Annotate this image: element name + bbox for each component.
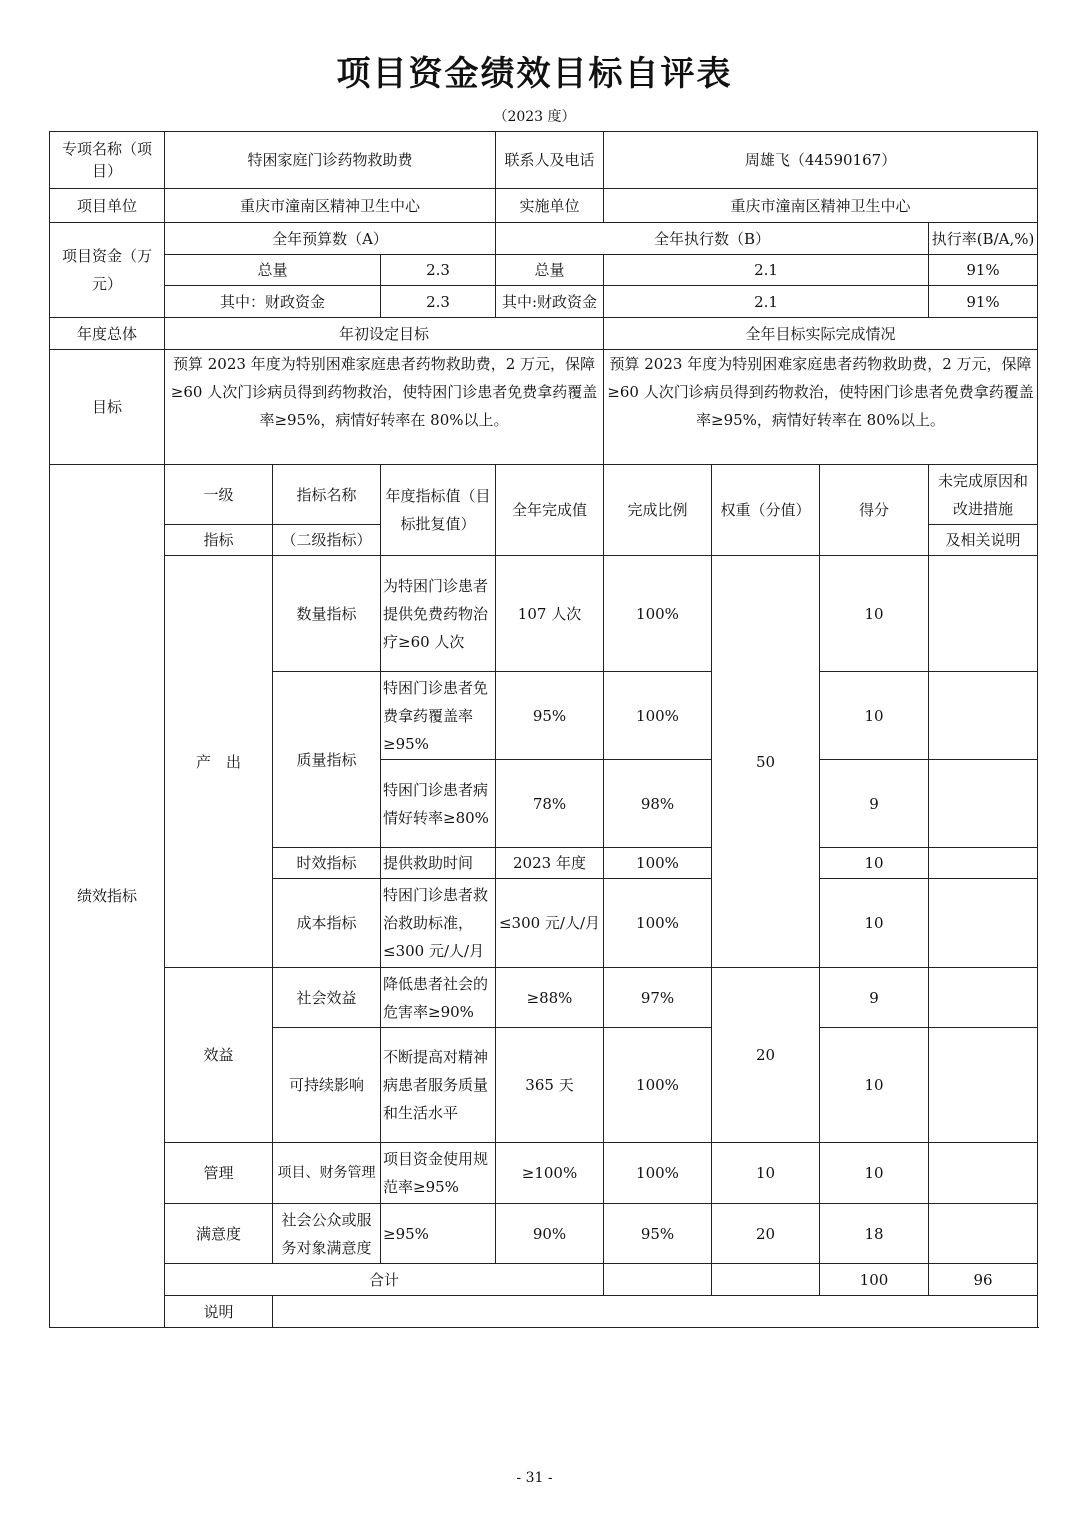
category-manage: 管理 [165,1143,273,1204]
indicator-reason [929,672,1038,760]
indicator-ratio: 100% [604,879,712,968]
label-funds: 项目资金（万元） [50,223,165,318]
self-evaluation-table [49,131,1038,1328]
indicator-name: 社会公众或服务对象满意度 [273,1204,381,1264]
label-total: 总量 [165,255,381,286]
indicator-ratio: 98% [604,760,712,848]
header-reason-b: 及相关说明 [929,525,1038,556]
indicator-target: 为特困门诊患者提供免费药物治疗≥60 人次 [381,556,496,672]
category-satisfaction: 满意度 [165,1204,273,1264]
indicator-done: 2023 年度 [496,848,604,879]
indicator-score: 10 [820,556,929,672]
indicator-done: 78% [496,760,604,848]
indicator-done: ≥100% [496,1143,604,1204]
label-annual-exec: 全年执行数（B） [496,223,929,255]
sum-done [604,1264,712,1296]
indicator-reason [929,1028,1038,1143]
header-done: 全年完成值 [496,465,604,556]
indicator-ratio: 95% [604,1204,712,1264]
header-reason-a: 未完成原因和改进措施 [929,465,1038,525]
contact-value: 周雄飞（44590167） [604,132,1038,189]
indicator-name: 质量指标 [273,672,381,848]
indicator-score: 10 [820,848,929,879]
label-contact: 联系人及电话 [496,132,604,189]
indicator-ratio: 100% [604,672,712,760]
indicator-target: 特困门诊患者免费拿药覆盖率≥95% [381,672,496,760]
indicator-name: 时效指标 [273,848,381,879]
indicator-done: 95% [496,672,604,760]
project-unit: 重庆市潼南区精神卫生中心 [165,189,496,223]
indicator-done: 90% [496,1204,604,1264]
total-budget: 2.3 [381,255,496,286]
indicator-done: ≤300 元/人/月 [496,879,604,968]
weight-benefit: 20 [712,968,820,1143]
indicator-score: 10 [820,879,929,968]
label-fiscal-exec: 其中:财政资金 [496,286,604,318]
sum-weight: 100 [820,1264,929,1296]
indicator-ratio: 100% [604,1028,712,1143]
report-year: （2023 度） [493,109,576,125]
indicator-score: 9 [820,968,929,1028]
impl-unit: 重庆市潼南区精神卫生中心 [604,189,1038,223]
indicator-ratio: 100% [604,556,712,672]
indicator-reason [929,879,1038,968]
label-impl-unit: 实施单位 [496,189,604,223]
indicator-reason [929,848,1038,879]
total-exec: 2.1 [604,255,929,286]
sum-ratio [712,1264,820,1296]
indicator-reason [929,760,1038,848]
label-total-exec: 总量 [496,255,604,286]
label-perf: 绩效指标 [50,465,165,1328]
label-annual-overall: 年度总体 [50,318,165,350]
indicator-score: 9 [820,760,929,848]
page-title: 项目资金绩效目标自评表 [336,54,733,94]
indicator-reason [929,968,1038,1028]
indicator-score: 10 [820,672,929,760]
fiscal-exec: 2.1 [604,286,929,318]
indicator-target: ≥95% [381,1204,496,1264]
indicator-score: 10 [820,1028,929,1143]
indicator-done: 365 天 [496,1028,604,1143]
indicator-target: 降低患者社会的危害率≥90% [381,968,496,1028]
indicator-ratio: 100% [604,848,712,879]
label-annual-budget: 全年预算数（A） [165,223,496,255]
total-rate: 91% [929,255,1038,286]
page-number: - 31 - [516,1470,553,1486]
label-note: 说明 [165,1296,273,1328]
indicator-name: 社会效益 [273,968,381,1028]
actual-goal-text: 预算 2023 年度为特别困难家庭患者药物救助费，2 万元，保障≥60 人次门诊病员得到药物救治，使特困门诊患者免费拿药覆盖率≥95%，病情好转率在 80%以上。 [604,350,1038,465]
sum-score: 96 [929,1264,1038,1296]
fiscal-rate: 91% [929,286,1038,318]
category-benefit: 效益 [165,968,273,1143]
indicator-ratio: 97% [604,968,712,1028]
header-level1b: 指标 [165,525,273,556]
label-initial-goal: 年初设定目标 [165,318,604,350]
header-score: 得分 [820,465,929,556]
indicator-reason [929,1143,1038,1204]
weight-manage: 10 [712,1143,820,1204]
indicator-reason [929,556,1038,672]
indicator-score: 10 [820,1143,929,1204]
indicator-target: 特困门诊患者病情好转率≥80% [381,760,496,848]
label-exec-rate: 执行率(B/A,%) [929,223,1038,255]
indicator-done: 107 人次 [496,556,604,672]
label-sum: 合计 [165,1264,604,1296]
header-name-b: （二级指标） [273,525,381,556]
header-name-a: 指标名称 [273,465,381,525]
category-output: 产 出 [165,556,273,968]
indicator-name: 项目、财务管理 [273,1143,381,1204]
label-actual: 全年目标实际完成情况 [604,318,1038,350]
header-weight: 权重（分值） [712,465,820,556]
label-fiscal: 其中：财政资金 [165,286,381,318]
weight-satisfaction: 20 [712,1204,820,1264]
indicator-target: 特困门诊患者救治救助标准，≤300 元/人/月 [381,879,496,968]
header-ratio: 完成比例 [604,465,712,556]
label-project-unit: 项目单位 [50,189,165,223]
weight-output: 50 [712,556,820,968]
header-level1a: 一级 [165,465,273,525]
indicator-reason [929,1204,1038,1264]
fiscal-budget: 2.3 [381,286,496,318]
indicator-target: 项目资金使用规范率≥95% [381,1143,496,1204]
project-name: 特困家庭门诊药物救助费 [165,132,496,189]
indicator-name: 成本指标 [273,879,381,968]
initial-goal-text: 预算 2023 年度为特别困难家庭患者药物救助费，2 万元，保障≥60 人次门诊病员得到药物救治，使特困门诊患者免费拿药覆盖率≥95%，病情好转率在 80%以上。 [165,350,604,465]
indicator-target: 不断提高对精神病患者服务质量和生活水平 [381,1028,496,1143]
indicator-score: 18 [820,1204,929,1264]
header-target: 年度指标值（目标批复值） [381,465,496,556]
indicator-name: 数量指标 [273,556,381,672]
indicator-target: 提供救助时间 [381,848,496,879]
note-content [273,1296,1038,1328]
label-project-name: 专项名称（项目） [50,132,165,189]
indicator-ratio: 100% [604,1143,712,1204]
indicator-name: 可持续影响 [273,1028,381,1143]
label-goal: 目标 [50,350,165,465]
indicator-done: ≥88% [496,968,604,1028]
